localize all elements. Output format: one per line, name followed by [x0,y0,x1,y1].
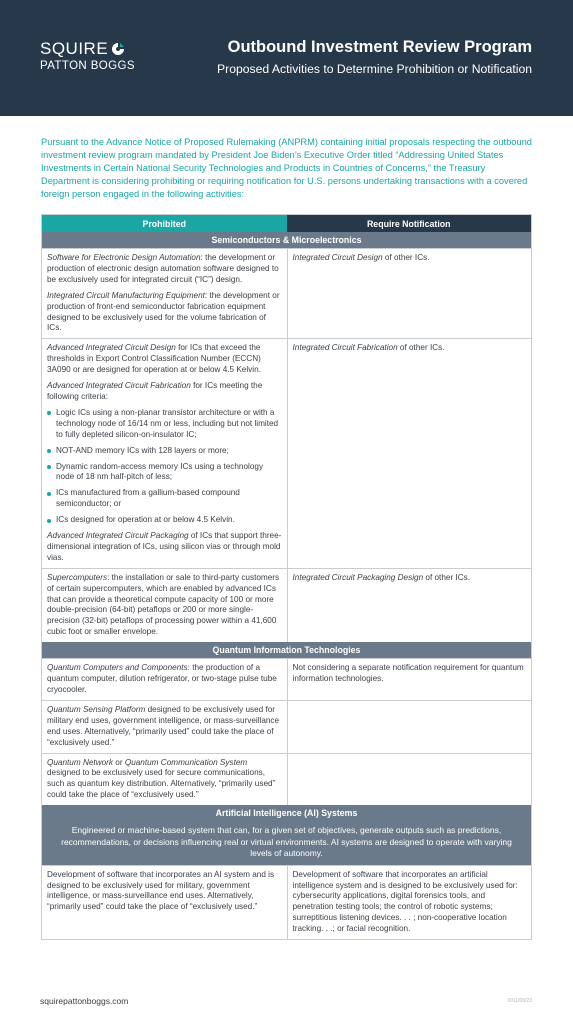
prohibited-cell: Supercomputers: the installation or sale to third-party customers of certain supercomputers, which are enabled by advanced ICs that can provide a theoretical compute capacity of 100 or more double-precision (64-bit) petaflops or 200 or more single-precision (32-bit) petaflops of processing power within a 41,600 cubic foot or smaller envelope. [47,572,280,637]
table-row [42,338,531,567]
page-subtitle: Proposed Activities to Determine Prohibition or Notification [217,62,532,76]
bullet-dot-icon [47,492,51,496]
section-description-ai: Engineered or machine-based system that can, for a given set of objectives, generate outputs such as predictions, recommendations, or decisions influencing real or virtual environments. AI systems are designed to operate with varying levels of autonomy. [42,821,531,865]
bullet-dot-icon [47,411,51,415]
notification-cell [287,754,532,806]
prohibited-cell: Quantum Network or Quantum Communication System designed to be exclusively used for secure communications, such as quantum key distribution. Alternatively, “primarily used” could take the place of “exclusively used.” [47,757,276,800]
table-row [42,700,531,753]
column-header-prohibited: Prohibited [42,215,287,232]
section-heading-ai: Artificial Intelligence (AI) Systems [42,805,531,821]
bullet-dot-icon [47,519,51,523]
prohibited-cell: Development of software that incorporates an AI system and is designed to be exclusively used for military, government intelligence, or mass-surveillance end uses. Alternatively, “primarily used” could take the place of “exclusively used.” [47,869,275,912]
section-heading-quantum: Quantum Information Technologies [42,642,531,658]
notification-cell: Not considering a separate notification requirement for quantum information technologies. [287,659,532,700]
notification-cell: Integrated Circuit Packaging Design of other ICs. [287,569,532,642]
header-banner [0,0,573,116]
footer-website-link[interactable]: squirepattonboggs.com [40,996,129,1006]
page-title: Outbound Investment Review Program [227,38,532,56]
notification-cell [287,701,532,753]
logo-mark-icon [111,42,125,56]
prohibited-cell: Software for Electronic Design Automation: the development or production of electronic design automation software designed to be exclusively used for integrated circuit (“IC”) design. Integrated Circuit Manufacturing Equipment: the development or production of front-end semiconductor fabrication equipment designed to be exclusively used for the volume fabrication of ICs. [47,253,280,333]
table-row [42,658,531,700]
footer-document-code: 0011/09/23 [507,998,532,1004]
notification-cell: Development of software that incorporates an artificial intelligence system and is designed to be exclusively used for: cybersecurity applications, digital forensics tools, and penetration testing tools; the control of robotic systems; surreptitious listening devices. . . ; non-cooperative location tracking. . .; or facial recognition. [287,866,532,939]
section-heading-semiconductors: Semiconductors & Microelectronics [42,232,531,248]
prohibited-cell: Advanced Integrated Circuit Design for ICs that exceed the thresholds in Export Control Classification Number (ECCN) 3A090 or are designed for operation at or below 4.5 Kelvin. Advanced Integrated Circuit Fabrication for ICs meeting the following criteria: Logic ICs using a non-planar transistor architecture or with a technology node of 16/14 nm or less, including but not limited to fully depleted silicon-on-insulator IC; NOT-AND memory ICs with 128 layers or more; Dynamic random-access memory ICs using a technology node of 18 nm half-pitch of less; ICs manufactured from a gallium-based compound semiconductor; or ICs designed for operation at or below 4.5 Kelvin. Advanced Integrated Circuit Packaging of ICs that support three-dimensional integration of ICs, using silicon vias or through mold vias. [47,343,282,562]
table-row [42,865,531,939]
table-row [42,568,531,642]
notification-cell: Integrated Circuit Fabrication of other ICs. [287,339,532,567]
table-header [42,215,531,232]
intro-paragraph: Pursuant to the Advance Notice of Proposed Rulemaking (ANPRM) containing initial proposals respecting the outbound investment review program mandated by President Joe Biden’s Executive Order titled “Addressing United States Investments in Certain National Security Technologies and Products in Countries of Concerns,” the Treasury Department is considering prohibiting or requiring notification for U.S. persons undertaking transactions with a covered foreign person engaged in the following activities: [41,137,532,199]
column-header-notification: Require Notification [287,215,532,232]
company-logo [40,40,135,73]
bullet-item: Dynamic random-access memory ICs using a technology node of 18 nm half-pitch of less; [47,462,282,484]
activities-table [41,214,532,940]
table-row [42,248,531,338]
notification-cell: Integrated Circuit Design of other ICs. [287,249,532,338]
prohibited-cell: Quantum Sensing Platform designed to be exclusively used for military end uses, government intelligence, or mass-surveillance end uses. Alternatively, “primarily used” could take the place of “exclusively used.” [47,704,280,747]
prohibited-cell: Quantum Computers and Components: the production of a quantum computer, dilution refrigerator, or two-stage pulse tube cryocooler. [47,663,277,694]
logo-line2: PATTON BOGGS [40,60,135,72]
bullet-item: ICs manufactured from a gallium-based compound semiconductor; or [47,488,282,510]
bullet-item: NOT-AND memory ICs with 128 layers or more; [47,446,282,457]
bullet-item: Logic ICs using a non-planar transistor architecture or with a technology node of 16/14 nm or less, including but not limited to fully depleted silicon-on-insulator IC; [47,408,282,441]
bullet-dot-icon [47,449,51,453]
bullet-item: ICs designed for operation at or below 4.5 Kelvin. [47,515,282,526]
table-row [42,753,531,806]
bullet-dot-icon [47,465,51,469]
logo-line1: SQUIRE [40,39,109,58]
